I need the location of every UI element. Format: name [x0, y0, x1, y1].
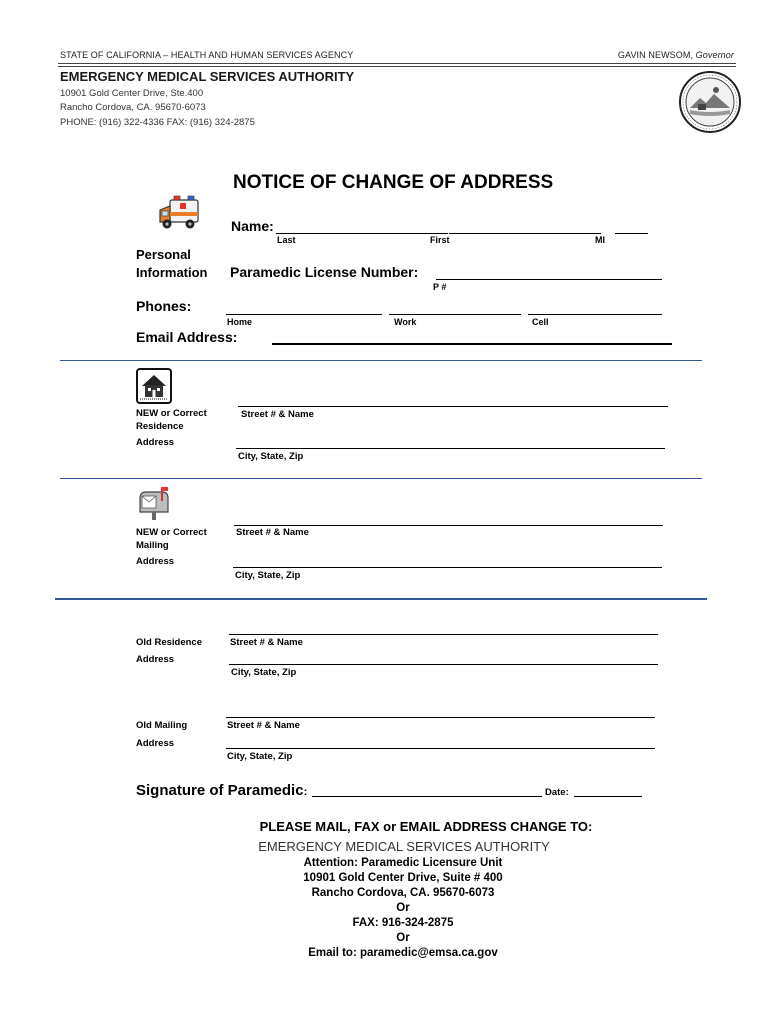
home-sublabel: Home	[227, 317, 253, 327]
governor-name: GAVIN NEWSOM,	[617, 50, 694, 60]
new-mailing-label-2: Mailing	[136, 540, 169, 551]
new-mailing-street-line[interactable]	[234, 525, 663, 526]
old-residence-city-sublabel: City, State, Zip	[231, 667, 297, 678]
section-separator	[60, 478, 702, 479]
old-residence-street-line[interactable]	[229, 634, 658, 635]
new-residence-street-line[interactable]	[238, 406, 668, 407]
footer-fax: FAX: 916-324-2875	[352, 917, 454, 929]
date-label: Date:	[545, 787, 569, 798]
cell-sublabel: Cell	[532, 317, 549, 327]
work-phone-line[interactable]	[389, 314, 521, 315]
new-mailing-label-3: Address	[136, 556, 175, 567]
ambulance-icon	[156, 192, 204, 232]
governor-line	[618, 50, 734, 60]
footer-or-2: Or	[396, 932, 410, 944]
old-residence-label-1: Old Residence	[136, 637, 202, 648]
header-rule	[58, 63, 736, 64]
date-line[interactable]	[574, 796, 642, 797]
old-mailing-street-sublabel: Street # & Name	[227, 720, 300, 731]
mi-line[interactable]	[615, 233, 648, 234]
email-label: Email Address:	[136, 329, 238, 345]
phone-fax-line: PHONE: (916) 322-4336 FAX: (916) 324-2875	[60, 117, 255, 128]
section-separator	[60, 360, 702, 361]
old-mailing-label-2: Address	[136, 738, 175, 749]
authority-name: EMERGENCY MEDICAL SERVICES AUTHORITY	[60, 69, 355, 84]
section-separator-strong	[55, 598, 707, 600]
email-line[interactable]	[272, 343, 672, 345]
footer-or-1: Or	[396, 902, 410, 914]
address-line-1: 10901 Gold Center Drive, Ste.400	[60, 88, 204, 99]
home-phone-line[interactable]	[226, 314, 382, 315]
footer-city: Rancho Cordova, CA. 95670-6073	[311, 887, 495, 899]
new-mailing-city-line[interactable]	[233, 567, 662, 568]
personal-label: Personal	[136, 247, 191, 262]
old-mailing-label-1: Old Mailing	[136, 720, 188, 731]
header-rule-double	[58, 66, 736, 67]
new-residence-street-sublabel: Street # & Name	[241, 409, 314, 420]
state-seal-icon	[678, 70, 742, 134]
old-residence-street-sublabel: Street # & Name	[230, 637, 303, 648]
form-title: NOTICE OF CHANGE OF ADDRESS	[233, 172, 554, 193]
first-sublabel: First	[430, 235, 450, 245]
mi-sublabel: MI	[595, 235, 605, 245]
mail-instructions-heading: PLEASE MAIL, FAX or EMAIL ADDRESS CHANGE TO:	[259, 819, 593, 834]
new-residence-city-line[interactable]	[236, 448, 665, 449]
license-label: Paramedic License Number:	[230, 264, 419, 280]
signature-label: Signature of Paramedic:	[136, 782, 308, 799]
work-sublabel: Work	[394, 317, 417, 327]
last-sublabel: Last	[277, 235, 296, 245]
license-number-line[interactable]	[436, 279, 662, 280]
mailbox-icon	[136, 486, 172, 520]
new-residence-label-3: Address	[136, 437, 175, 448]
footer-authority: EMERGENCY MEDICAL SERVICES AUTHORITY	[258, 839, 550, 854]
phones-label: Phones:	[136, 298, 192, 314]
new-residence-city-sublabel: City, State, Zip	[238, 451, 304, 462]
new-mailing-street-sublabel: Street # & Name	[236, 527, 309, 538]
new-mailing-label-1: NEW or Correct	[136, 527, 207, 538]
name-label: Name:	[231, 218, 274, 234]
new-mailing-city-sublabel: City, State, Zip	[235, 570, 301, 581]
license-sublabel: P #	[433, 282, 447, 292]
new-residence-label-2: Residence	[136, 421, 184, 432]
old-mailing-city-sublabel: City, State, Zip	[227, 751, 293, 762]
agency-header: STATE OF CALIFORNIA – HEALTH AND HUMAN SERVICES AGENCY	[60, 50, 354, 60]
information-label: Information	[136, 265, 208, 280]
last-name-line[interactable]	[276, 233, 448, 234]
house-icon	[136, 368, 172, 404]
old-mailing-city-line[interactable]	[226, 748, 655, 749]
footer-street: 10901 Gold Center Drive, Suite # 400	[303, 872, 503, 884]
signature-line[interactable]	[312, 796, 542, 797]
footer-attention: Attention: Paramedic Licensure Unit	[303, 857, 503, 869]
new-residence-label-1: NEW or Correct	[136, 408, 207, 419]
first-name-line[interactable]	[449, 233, 601, 234]
old-residence-city-line[interactable]	[229, 664, 658, 665]
address-line-2: Rancho Cordova, CA. 95670-6073	[60, 102, 206, 113]
governor-title: Governor	[695, 50, 734, 60]
old-residence-label-2: Address	[136, 654, 175, 665]
cell-phone-line[interactable]	[528, 314, 662, 315]
footer-email[interactable]: Email to: paramedic@emsa.ca.gov	[308, 947, 498, 959]
old-mailing-street-line[interactable]	[226, 717, 655, 718]
